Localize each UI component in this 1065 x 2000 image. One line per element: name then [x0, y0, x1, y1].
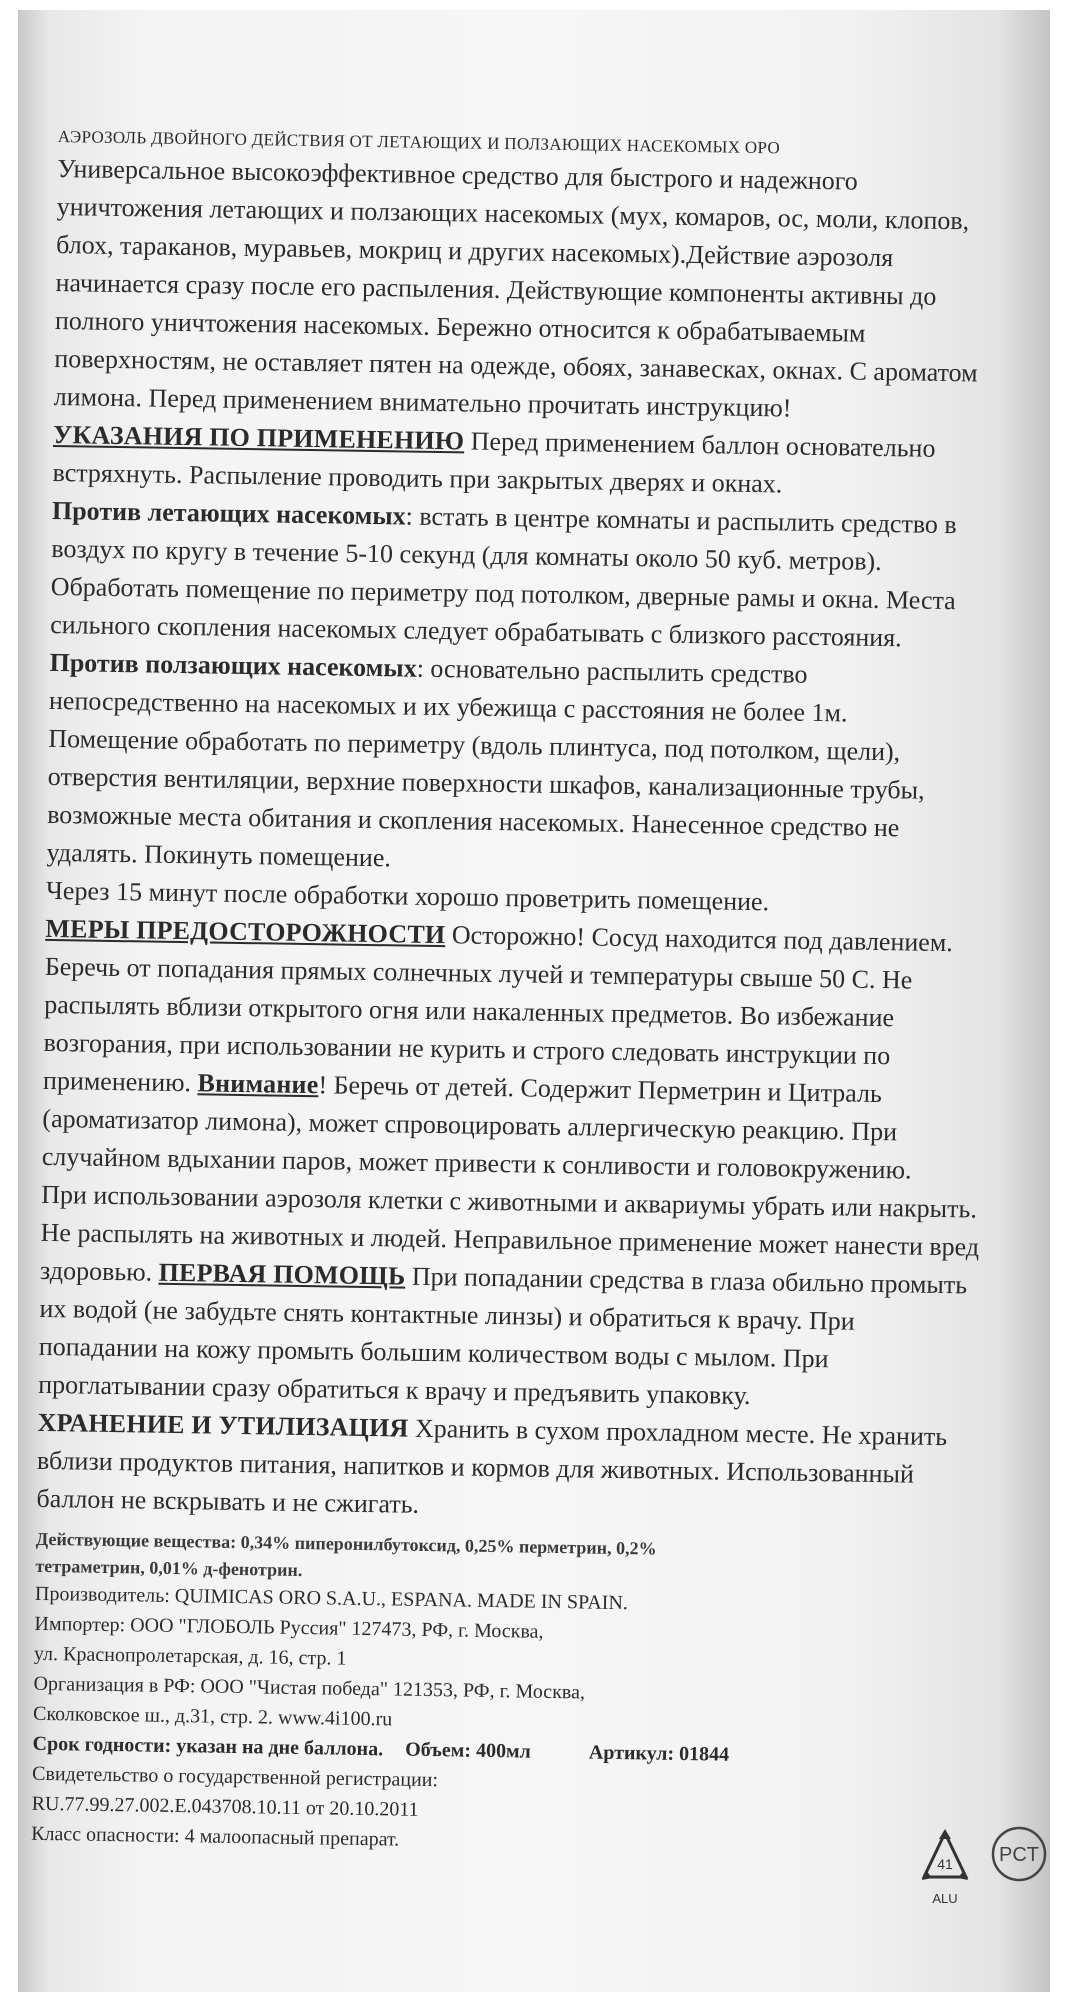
pct-certification-icon	[990, 1825, 1048, 1883]
flying-line: сильного скопления насекомых следует обрабатывать с близкого расстояния.	[49, 609, 902, 653]
crawling-line: Через 15 минут после обработки хорошо проветрить помещение.	[45, 875, 770, 917]
pct-logo-text: PCT	[999, 1844, 1039, 1866]
usage-line: встряхнуть. Распыление проводить при закрытых дверях и окнах.	[52, 457, 783, 499]
details-line: Организация в РФ: ООО "Чистая победа" 121353, РФ, г. Москва,	[33, 1672, 586, 1704]
usage-heading: УКАЗАНИЯ ПО ПРИМЕНЕНИЮ	[52, 419, 465, 456]
precautions-heading: МЕРЫ ПРЕДОСТОРОЖНОСТИ	[45, 913, 446, 950]
recycle-material: ALU	[932, 1891, 958, 1906]
attention-text: ! Беречь от детей. Содержит Перметрин и Цитраль	[318, 1070, 883, 1109]
recycle-alu-icon	[918, 1825, 972, 1915]
intro-paragraph	[53, 153, 1047, 438]
registration-line: Свидетельство о государственной регистрации:	[31, 1762, 439, 1792]
flying-insects-label: Против летающих насекомых	[51, 495, 406, 531]
first-aid-line: их водой (не забудьте снять контактные линзы) и обратиться к врачу. При	[39, 1293, 855, 1336]
recycle-code: 41	[937, 1856, 953, 1872]
flying-line: воздух по кругу в течение 5-10 секунд (для комнаты около 50 куб. метров).	[51, 533, 882, 576]
precautions-line: возгорания, при использовании не курить и строго следовать инструкции по	[43, 1027, 891, 1071]
product-details	[31, 1530, 1026, 1870]
intro-line: поверхностям, не оставляет пятен на одежде, обоях, занавесках, окнах. С ароматом	[54, 343, 978, 388]
registration-line: RU.77.99.27.002.Е.043708.10.11 от 20.10.2011	[31, 1792, 419, 1821]
details-line: ул. Краснопролетарская, д. 16, стр. 1	[33, 1642, 347, 1670]
shelf-life: Срок годности: указан на дне баллона.	[32, 1732, 384, 1761]
precautions-line: случайном вдыхании паров, может привести к сонливости и головокружению.	[41, 1141, 912, 1185]
intro-line: Универсальное высокоэффективное средство для быстрого и надежного	[57, 153, 859, 196]
precautions-line: При использовании аэрозоля клетки с животными и аквариумы убрать или накрыть.	[41, 1179, 978, 1224]
flying-line: Обработать помещение по периметру под потолком, дверные рамы и окна. Места	[50, 571, 956, 616]
crawling-line: Помещение обработать по периметру (вдоль плинтуса, под потолком, щели),	[48, 723, 901, 767]
attention-label: Внимание	[197, 1068, 319, 1100]
first-aid-prefix: здоровью.	[39, 1255, 159, 1287]
first-aid-intro-text: При попадании средства в глаза обильно промыть	[405, 1261, 968, 1300]
intro-line: начинается сразу после его распыления. Действующие компоненты активны до	[55, 267, 937, 311]
intro-line: полного уничтожения насекомых. Бережно относится к обрабатываемым	[54, 305, 866, 348]
storage-intro-text: Хранить в сухом прохладном месте. Не хранить	[408, 1413, 948, 1452]
usage-intro-text: Перед применением баллон основательно	[464, 426, 936, 463]
first-aid-section	[38, 1255, 1030, 1426]
intro-line: уничтожения летающих и ползающих насекомых (мух, комаров, ос, моли, клопов,	[56, 191, 970, 236]
certification-icons	[918, 1825, 1065, 1945]
storage-line: вблизи продуктов питания, напитков и кормов для животных. Использованный	[36, 1445, 915, 1489]
details-line: Производитель: QUIMICAS ORO S.A.U., ESPANA. MADE IN SPAIN.	[34, 1582, 629, 1615]
first-aid-heading: ПЕРВАЯ ПОМОЩЬ	[158, 1257, 406, 1291]
product-label	[31, 128, 1048, 1869]
article-number: Артикул: 01844	[588, 1741, 730, 1766]
usage-section	[45, 419, 1044, 931]
precautions-intro-text: Осторожно! Сосуд находится под давлением.	[445, 920, 954, 958]
crawling-line: непосредственно на насекомых и их убежища с расстояния не более 1м.	[48, 685, 848, 728]
first-aid-line: попадании на кожу промыть большим количеством воды с мылом. При	[38, 1331, 829, 1374]
volume: Объем: 400мл	[404, 1738, 532, 1763]
precautions-line: (ароматизатор лимона), может спровоцировать аллергическую реакцию. При	[42, 1103, 898, 1147]
storage-line: баллон не вскрывать и не сжигать.	[36, 1483, 420, 1519]
precautions-section	[40, 913, 1035, 1274]
attention-prefix: применению.	[42, 1065, 198, 1098]
details-line: Импортер: ООО "ГЛОБОЛЬ Руссия" 127473, РФ, г. Москва,	[34, 1612, 544, 1643]
precautions-line: распылять вблизи открытого огня или накаленных предметов. Во избежание	[44, 989, 895, 1033]
intro-line: блох, тараканов, муравьев, мокриц и других насекомых).Действие аэрозоля	[55, 229, 894, 273]
precautions-line: Беречь от попадания прямых солнечных лучей и температуры свыше 50 С. Не	[44, 951, 913, 995]
storage-heading: ХРАНЕНИЕ И УТИЛИЗАЦИЯ	[37, 1407, 409, 1443]
first-aid-line: проглатывании сразу обратиться к врачу и предъявить упаковку.	[38, 1369, 751, 1411]
precautions-line: Не распылять на животных и людей. Неправильное применение может нанести вред	[40, 1217, 980, 1262]
details-line: Сколковское ш., д.31, стр. 2. www.4i100.ru	[32, 1702, 393, 1731]
storage-section	[36, 1407, 1028, 1540]
crawling-line: отверстия вентиляции, верхние поверхности шкафов, канализационные трубы,	[47, 761, 925, 805]
crawling-line: возможные места обитания и скопления насекомых. Нанесенное средство не	[46, 799, 900, 843]
details-line: Действующие вещества: 0,34% пиперонилбутоксид, 0,25% перметрин, 0,2%	[35, 1528, 657, 1559]
flying-insects-text: : встать в центре комнаты и распылить средство в	[405, 501, 957, 540]
aerosol-can	[18, 10, 1050, 1992]
details-line: тетраметрин, 0,01% д-фенотрин.	[35, 1555, 303, 1581]
crawling-line: удалять. Покинуть помещение.	[46, 837, 392, 873]
crawling-insects-text: : основательно распылить средство	[416, 653, 808, 689]
crawling-insects-label: Против ползающих насекомых	[49, 647, 417, 683]
registration-line: Класс опасности: 4 малоопасный препарат.	[31, 1822, 400, 1851]
intro-line: лимона. Перед применением внимательно прочитать инструкцию!	[53, 381, 792, 423]
label-title: АЭРОЗОЛЬ ДВОЙНОГО ДЕЙСТВИЯ ОТ ЛЕТАЮЩИХ И ПОЛЗАЮЩИХ НАСЕКОМЫХ ОРО	[57, 127, 781, 158]
